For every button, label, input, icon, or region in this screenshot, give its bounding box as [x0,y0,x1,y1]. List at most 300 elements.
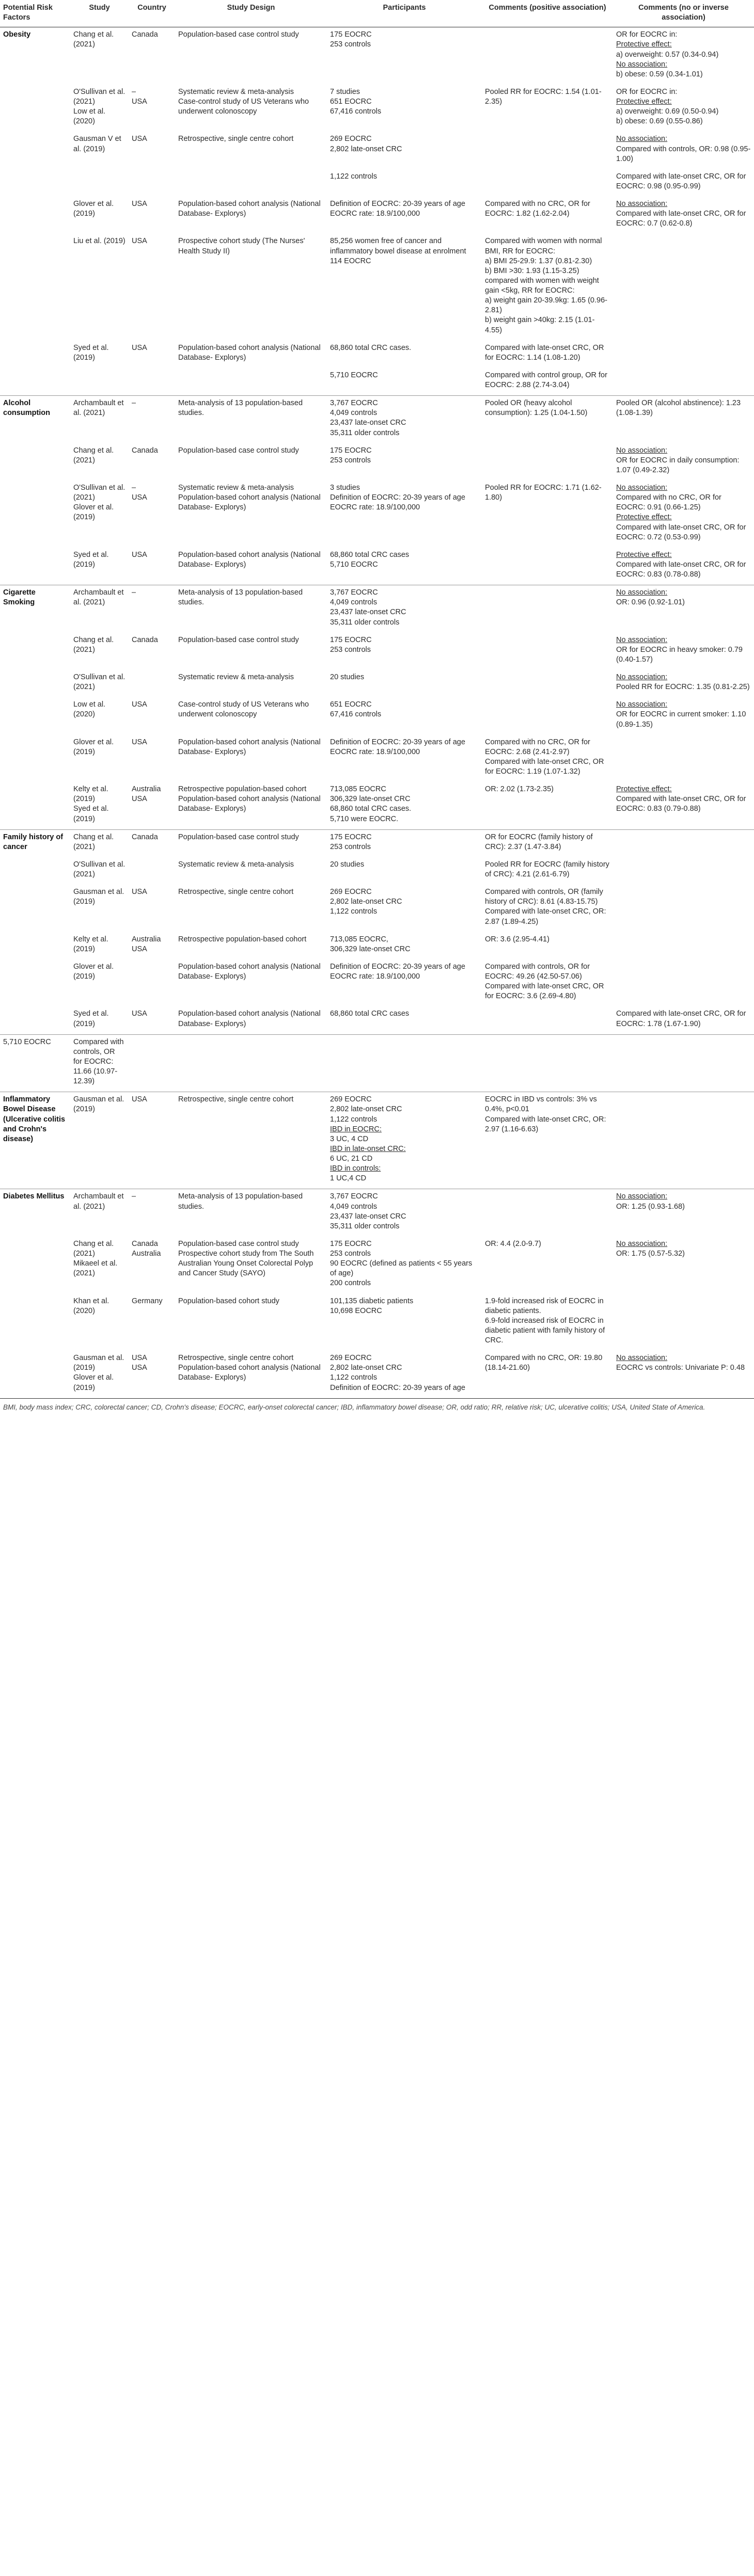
study-cell [70,1189,129,1237]
table-row [0,1294,754,1351]
header-study: Study [70,0,129,27]
participants-cell [327,368,482,396]
participants-cell [327,782,482,829]
cell-line: 90 EOCRC (defined as patients < 55 years of age) [330,1259,473,1278]
cell-line: Australia [132,1250,161,1258]
positive-association-cell [482,932,613,959]
cell-line: OR for EOCRC (family history of CRC): 2.37 (1.47-3.84) [485,833,593,851]
cell-line: Compared with controls, OR for EOCRC: 11.66 (10.97-12.39) [73,1037,124,1086]
positive-association-cell [482,234,613,340]
cell-line: Population-based cohort analysis (National Database- Explorys) [178,493,321,512]
study-design-cell [175,341,327,368]
cell-line: No association: [616,1354,668,1363]
cell-line: 23,437 late-onset CRC [330,1212,406,1221]
participants-cell [327,1189,482,1237]
cell-line: 3,767 EOCRC [330,399,378,408]
cell-line: Systematic review & meta-analysis [178,484,294,492]
study-cell [70,633,129,670]
risk-factor-cell [0,85,70,132]
cell-line: EOCRC rate: 18.9/100,000 [330,972,420,981]
cell-line: 2,802 late-onset CRC [330,898,402,906]
cell-line: 10,698 EOCRC [330,1306,382,1315]
study-design-cell [175,368,327,396]
cell-line: Definition of EOCRC: 20-39 years of age [330,738,465,746]
table-row [0,396,754,443]
cell-line: USA [132,237,147,246]
cell-line: 20 studies [330,860,365,869]
cell-line: IBD in EOCRC: [330,1125,382,1133]
country-cell [129,829,175,857]
study-design-cell [175,548,327,585]
participants-cell [327,27,482,85]
table-body [0,27,754,1398]
cell-line: USA [132,343,147,352]
cell-line: 67,416 controls [330,107,382,116]
cell-line: Syed et al. (2019) [73,343,109,362]
no-inverse-association-cell [613,735,754,782]
cell-line: Definition of EOCRC: 20-39 years of age [330,1383,465,1392]
cell-line: OR: 4.4 (2.0-9.7) [485,1239,541,1248]
study-design-cell [175,1237,327,1294]
risk-factor-cell [0,548,70,585]
cell-line: Population-based cohort study [178,1297,279,1305]
table-row [0,481,754,548]
cell-line: Canada [132,30,158,39]
risk-factor-cell [0,1189,70,1237]
cell-line: USA [132,200,147,208]
cell-line: OR: 3.6 (2.95-4.41) [485,935,549,943]
header-positive-association: Comments (positive association) [482,0,613,27]
risk-factor-cell [0,829,70,857]
no-inverse-association-cell [613,197,754,234]
no-inverse-association-cell [613,1351,754,1398]
study-design-cell [175,1189,327,1237]
table-footnote: BMI, body mass index; CRC, colorectal cancer; CD, Crohn's disease; EOCRC, early-onset colorectal cancer; IBD, inflammatory bowel disease; OR, odd ratio; RR, relative risk; UC, ulcerative colitis; USA, United State of America. [0,1398,754,1416]
cell-line: 4,049 controls [330,409,378,418]
cell-line: Canada [132,833,158,841]
header-participants: Participants [327,0,482,27]
cell-line: Glover et al. (2019) [73,200,114,218]
cell-line: 6 UC, 21 CD [330,1155,373,1163]
cell-line: Liu et al. (2019) [73,237,125,246]
participants-cell [327,932,482,959]
cell-line: Australia [132,785,161,794]
cell-line: a) overweight: 0.57 (0.34-0.94) [616,50,719,59]
no-inverse-association-cell [613,932,754,959]
cell-line: Compared with controls, OR for EOCRC: 49.26 (42.50-57.06) [485,962,590,981]
risk-factor-cell [0,396,70,443]
cell-line: Systematic review & meta-analysis [178,860,294,869]
positive-association-cell [482,132,613,169]
positive-association-cell [482,735,613,782]
positive-association-cell [482,169,613,197]
cell-line: Compared with control group, OR for EOCRC: 2.88 (2.74-3.04) [485,371,607,389]
cell-line: EOCRC rate: 18.9/100,000 [330,747,420,756]
cell-line: 5,710 EOCRC [3,1037,51,1046]
country-cell [129,27,175,85]
risk-factor-cell [0,633,70,670]
table-row [0,735,754,782]
table-row [0,857,754,885]
study-cell [70,548,129,585]
study-cell [70,585,129,633]
cell-line: No association: [616,60,668,69]
cell-line: 4,049 controls [330,598,378,607]
risk-factor-cell [0,234,70,340]
cell-line: Syed et al. (2019) [73,1010,109,1028]
cell-line: Compared with no CRC, OR for EOCRC: 2.68 (2.41-2.97) [485,738,590,756]
cell-line: 269 EOCRC [330,888,372,897]
study-design-cell [175,1006,327,1034]
cell-line: USA [132,1010,147,1018]
participants-cell [327,481,482,548]
cell-line: 2,802 late-onset CRC [330,145,402,153]
cell-line: Population-based cohort analysis (National Database- Explorys) [178,343,321,362]
cell-line: USA [132,493,147,502]
cell-line: Syed et al. (2019) [73,550,109,569]
cell-line: Gausman et al. (2019) [73,1095,124,1114]
risk-factor-cell [0,932,70,959]
cell-line: Compared with late-onset CRC, OR for EOCRC: 0.98 (0.95-0.99) [616,172,746,190]
risk-factor-cell [0,27,70,85]
cell-line: Compared with late-onset CRC, OR for EOCRC: 0.7 (0.62-0.8) [616,210,746,228]
no-inverse-association-cell [613,1294,754,1351]
cell-line: Compared with no CRC, OR for EOCRC: 0.91 (0.66-1.25) [616,493,721,512]
study-design-cell [175,697,327,734]
positive-association-cell [482,782,613,829]
cell-line: USA [132,550,147,559]
risk-factor-cell [0,197,70,234]
cell-line: Prospective cohort study from The South Australian Young Onset Colorectal Polyp and Cancer Study (SAYO) [178,1250,314,1278]
cell-line: 713,085 EOCRC, [330,935,388,943]
cell-line: Compared with late-onset CRC, OR for EOCRC: 0.83 (0.78-0.88) [616,560,746,579]
cell-line: Canada [132,1239,158,1248]
participants-cell [327,396,482,443]
participants-cell [327,585,482,633]
positive-association-cell [482,1351,613,1398]
cell-line: 651 EOCRC [330,98,372,106]
cell-line: Prospective cohort study (The Nurses' Health Study II) [178,237,305,255]
cell-line: 175 EOCRC [330,635,372,644]
study-design-cell [175,1351,327,1398]
cell-line: Germany [132,1297,163,1305]
cell-line: No association: [616,446,668,455]
study-cell [70,959,129,1007]
cell-line: – [132,484,136,492]
study-cell [70,670,129,697]
cell-line: 35,311 older controls [330,1222,400,1230]
cell-line: USA [132,1095,147,1104]
cell-line: Case-control study of US Veterans who underwent colonoscopy [178,700,309,719]
country-cell [129,1294,175,1351]
cell-line: Systematic review & meta-analysis [178,87,294,96]
positive-association-cell [482,857,613,885]
cell-line: Inflammatory Bowel Disease (Ulcerative colitis and Crohn's disease) [3,1095,66,1143]
cell-line: EOCRC vs controls: Univariate P: 0.48 [616,1364,745,1372]
cell-line: USA [132,98,147,106]
participants-cell [327,1351,482,1398]
cell-line: USA [132,888,147,897]
study-design-cell [175,396,327,443]
cell-line: Pooled RR for EOCRC: 1.54 (1.01-2.35) [485,87,602,106]
cell-line: 253 controls [330,645,371,654]
cell-line: O'Sullivan et al. (2021) [73,860,125,878]
cell-line: a) overweight: 0.69 (0.50-0.94) [616,107,719,116]
risk-factor-cell [0,1237,70,1294]
cell-line: 269 EOCRC [330,1095,372,1104]
cell-line: Protective effect: [616,785,672,794]
cell-line: 175 EOCRC [330,833,372,841]
positive-association-cell [482,1237,613,1294]
country-cell [129,782,175,829]
no-inverse-association-cell [613,1006,754,1034]
cell-line: Canada [132,635,158,644]
risk-factor-cell [0,697,70,734]
cell-line: Population-based case control study [178,30,299,39]
study-cell [70,169,129,197]
cell-line: 269 EOCRC [330,1354,372,1363]
country-cell [129,169,175,197]
participants-cell [327,857,482,885]
cell-line: 253 controls [330,842,371,851]
study-design-cell [175,782,327,829]
cell-line: Population-based case control study [178,446,299,455]
cell-line: Meta-analysis of 13 population-based studies. [178,399,303,418]
table-row [0,548,754,585]
cell-line: Chang et al. (2021) [73,833,114,851]
country-cell [129,1092,175,1189]
participants-cell [327,197,482,234]
cell-line: 68,860 total CRC cases [330,550,410,559]
positive-association-cell [482,443,613,481]
study-design-cell [175,85,327,132]
table-row [0,1189,754,1237]
cell-line: Diabetes Mellitus [3,1192,65,1201]
cell-line: a) weight gain 20-39.9kg: 1.65 (0.96-2.81) [485,296,607,315]
cell-line: Australia [132,935,161,943]
no-inverse-association-cell [613,1237,754,1294]
cell-line: Low et al. (2020) [73,700,106,719]
positive-association-cell [482,368,613,396]
header-country: Country [129,0,175,27]
table-row [0,932,754,959]
risk-factor-cell [0,735,70,782]
cell-line: Retrospective population-based cohort [178,785,307,794]
cell-line: 713,085 EOCRC [330,785,386,794]
cell-line: OR for EOCRC in: [616,87,678,96]
study-cell [70,1294,129,1351]
cell-line: Cigarette Smoking [3,588,36,607]
country-cell [129,1351,175,1398]
no-inverse-association-cell [613,368,754,396]
study-design-cell [175,27,327,85]
table-row [0,132,754,169]
cell-line: Pooled RR for EOCRC: 1.35 (0.81-2.25) [616,683,750,692]
cell-line: Population-based cohort analysis (National Database- Explorys) [178,795,321,813]
cell-line: b) weight gain >40kg: 2.15 (1.01-4.55) [485,316,595,334]
cell-line: Pooled RR for EOCRC: 1.71 (1.62-1.80) [485,484,602,502]
cell-line: OR: 1.25 (0.93-1.68) [616,1202,685,1211]
cell-line: compared with women with weight gain <5kg, RR for EOCRC: [485,276,599,295]
cell-line: 253 controls [330,40,371,49]
no-inverse-association-cell [613,85,754,132]
cell-line: Compared with late-onset CRC, OR for EOCRC: 0.72 (0.53-0.99) [616,523,746,541]
participants-cell [327,885,482,932]
cell-line: OR: 1.75 (0.57-5.32) [616,1250,685,1258]
positive-association-cell [482,829,613,857]
cell-line: Compared with controls, OR: 0.98 (0.95-1.00) [616,145,751,163]
country-cell [129,633,175,670]
cell-line: EOCRC rate: 18.9/100,000 [330,503,420,512]
study-design-cell [175,169,327,197]
study-design-cell [175,443,327,481]
study-cell [70,829,129,857]
cell-line: Population-based cohort analysis (National Database- Explorys) [178,1364,321,1382]
risk-factor-cell [0,1294,70,1351]
country-cell [129,1006,175,1034]
no-inverse-association-cell [613,670,754,697]
cell-line: 68,860 total CRC cases. [330,343,412,352]
cell-line: Meta-analysis of 13 population-based studies. [178,1192,303,1211]
country-cell [129,932,175,959]
cell-line: Glover et al. (2019) [73,1373,114,1392]
cell-line: Systematic review & meta-analysis [178,673,294,681]
positive-association-cell [482,1034,613,1092]
study-design-cell [175,1034,327,1092]
cell-line: Obesity [3,30,31,39]
cell-line: 23,437 late-onset CRC [330,608,406,617]
no-inverse-association-cell [613,885,754,932]
table-row [0,234,754,340]
participants-cell [327,548,482,585]
cell-line: No association: [616,1239,668,1248]
cell-line: 5,710 were EOCRC. [330,814,399,823]
study-design-cell [175,932,327,959]
study-design-cell [175,633,327,670]
cell-line: USA [132,945,147,953]
participants-cell [327,443,482,481]
country-cell [129,1237,175,1294]
cell-line: Chang et al. (2021) [73,1239,114,1258]
participants-cell [327,1006,482,1034]
cell-line: No association: [616,588,668,597]
no-inverse-association-cell [613,132,754,169]
study-design-cell [175,132,327,169]
cell-line: Mikaeel et al. (2021) [73,1259,118,1278]
cell-line: 175 EOCRC [330,446,372,455]
cell-line: Compared with no CRC, OR for EOCRC: 1.82 (1.62-2.04) [485,200,590,218]
participants-cell [327,169,482,197]
no-inverse-association-cell [613,341,754,368]
country-cell [129,85,175,132]
cell-line: Compared with controls, OR (family history of CRC): 8.61 (4.83-15.75) [485,888,603,906]
risk-factor-cell [0,1351,70,1398]
cell-line: 253 controls [330,456,371,465]
positive-association-cell [482,27,613,85]
cell-line: Protective effect: [616,40,672,49]
cell-line: O'Sullivan et al. (2021) [73,484,125,502]
cell-line: 68,860 total CRC cases [330,1010,410,1018]
study-design-cell [175,857,327,885]
cell-line: Meta-analysis of 13 population-based studies. [178,588,303,607]
cell-line: b) BMI >30: 1.93 (1.15-3.25) [485,266,579,275]
country-cell [129,857,175,885]
study-cell [70,735,129,782]
cell-line: 20 studies [330,673,365,681]
table-row [0,1006,754,1034]
participants-cell [327,735,482,782]
cell-line: Definition of EOCRC: 20-39 years of age [330,493,465,502]
country-cell [129,368,175,396]
cell-line: Kelty et al. (2019) [73,785,108,804]
cell-line: Compared with late-onset CRC, OR: 2.87 (1.89-4.25) [485,907,606,926]
country-cell [129,341,175,368]
no-inverse-association-cell [613,443,754,481]
risk-factor-cell [0,1034,70,1092]
no-inverse-association-cell [613,27,754,85]
table-row [0,197,754,234]
positive-association-cell [482,585,613,633]
cell-line: 7 studies [330,87,360,96]
table-row [0,85,754,132]
participants-cell [327,85,482,132]
participants-cell [327,633,482,670]
country-cell [129,443,175,481]
cell-line: Compared with late-onset CRC, OR: 2.97 (1.16-6.63) [485,1115,606,1133]
cell-line: 1,122 controls [330,172,378,181]
cell-line: O'Sullivan et al. (2021) [73,87,125,106]
cell-line: Canada [132,446,158,455]
cell-line: No association: [616,673,668,681]
study-design-cell [175,829,327,857]
cell-line: Compared with late-onset CRC, OR for EOCRC: 1.78 (1.67-1.90) [616,1010,746,1028]
study-cell [70,697,129,734]
risk-factor-cell [0,782,70,829]
risk-factor-cell [0,857,70,885]
country-cell [129,697,175,734]
table-row [0,829,754,857]
participants-cell [327,670,482,697]
study-cell [70,782,129,829]
risk-factor-cell [0,132,70,169]
cell-line: 114 EOCRC [330,257,371,265]
study-design-cell [175,1294,327,1351]
cell-line: OR for EOCRC in: [616,30,678,39]
table-row [0,443,754,481]
cell-line: 651 EOCRC [330,700,372,709]
table-row [0,633,754,670]
table-row [0,368,754,396]
positive-association-cell [482,1189,613,1237]
cell-line: Low et al. (2020) [73,107,106,126]
cell-line: Population-based case control study [178,1239,299,1248]
cell-line: 5,710 EOCRC [330,560,378,569]
cell-line: Kelty et al. (2019) [73,935,108,953]
study-design-cell [175,959,327,1007]
participants-cell [327,1092,482,1189]
study-cell [70,932,129,959]
country-cell [129,197,175,234]
study-cell [70,368,129,396]
cell-line: Retrospective, single centre cohort [178,888,294,897]
cell-line: 35,311 older controls [330,618,400,627]
country-cell [129,234,175,340]
study-cell [70,1034,129,1092]
cell-line: Pooled RR for EOCRC (family history of CRC): 4.21 (2.61-6.79) [485,860,609,878]
risk-factor-cell [0,885,70,932]
study-design-cell [175,735,327,782]
cell-line: Pooled OR (alcohol abstinence): 1.23 (1.08-1.39) [616,399,741,418]
